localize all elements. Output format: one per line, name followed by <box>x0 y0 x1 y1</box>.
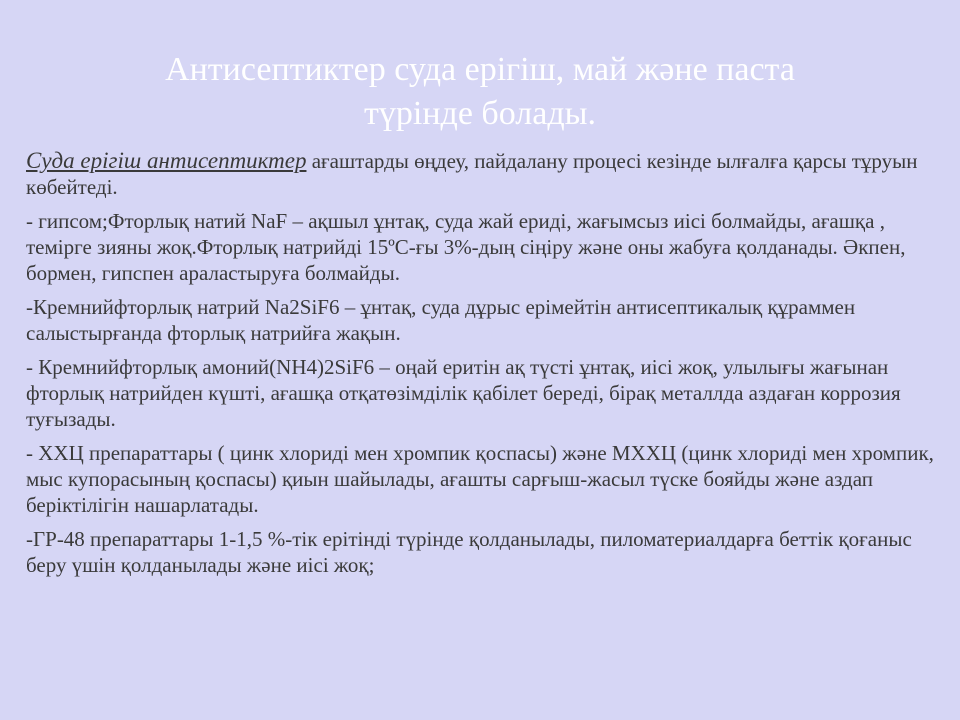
paragraph-5: - ХХЦ препараттары ( цинк хлориді мен хромпик қоспасы) және МХХЦ (цинк хлориді мен хромпик, мыс купорасының қоспасы) қиын шайылады, ағашты сарғыш-жасыл түске бояйды және аздап беріктілігін нашарлатады. <box>26 441 934 517</box>
slide-title-line-2: түрінде болады. <box>364 95 596 132</box>
paragraph-6: -ГР-48 препараттары 1-1,5 %-тік ерітінді түрінде қолданылады, пиломатериалдарға беттік қоғаныс беру үшін қолданылады және иісі жоқ; <box>26 527 912 577</box>
slide-title <box>60 48 900 136</box>
paragraph-text: ағаштарды өңдеу, пайдалану процесі кезінде ылғалға қарсы тұруын көбейтеді. <box>26 149 918 199</box>
paragraph-1 <box>26 148 938 200</box>
paragraph-lead: Суда ерігіш антисептиктер <box>26 148 307 173</box>
paragraph-3: -Кремнийфторлық натрий Na2SiF6 – ұнтақ, суда дұрыс ерімейтін антисептикалық құраммен салыстырғанда фторлық натрийға жақын. <box>26 295 856 345</box>
paragraph-4: - Кремнийфторлық амоний(NH4)2SiF6 – оңай еритін ақ түсті ұнтақ, иісі жоқ, улылығы жағынан фторлық натрийден күшті, ағашқа отқатөзімділік қабілет береді, бірақ металлда аздаған коррозия туғызады. <box>26 355 901 431</box>
slide-title-line-1: Антисептиктер суда ерігіш, май және паста <box>165 51 795 88</box>
paragraph-2: - гипсом;Фторлық натий NaF – ақшыл ұнтақ, суда жай ериді, жағымсыз иісі болмайды, ағашқа , темірге зияны жоқ.Фторлық натрийді 15ºС-ғы 3%-дың сіңіру және оны жабуға қолданады. Әкпен, бормен, гипспен араластыруға болмайды. <box>26 209 906 285</box>
slide-body <box>26 148 938 586</box>
